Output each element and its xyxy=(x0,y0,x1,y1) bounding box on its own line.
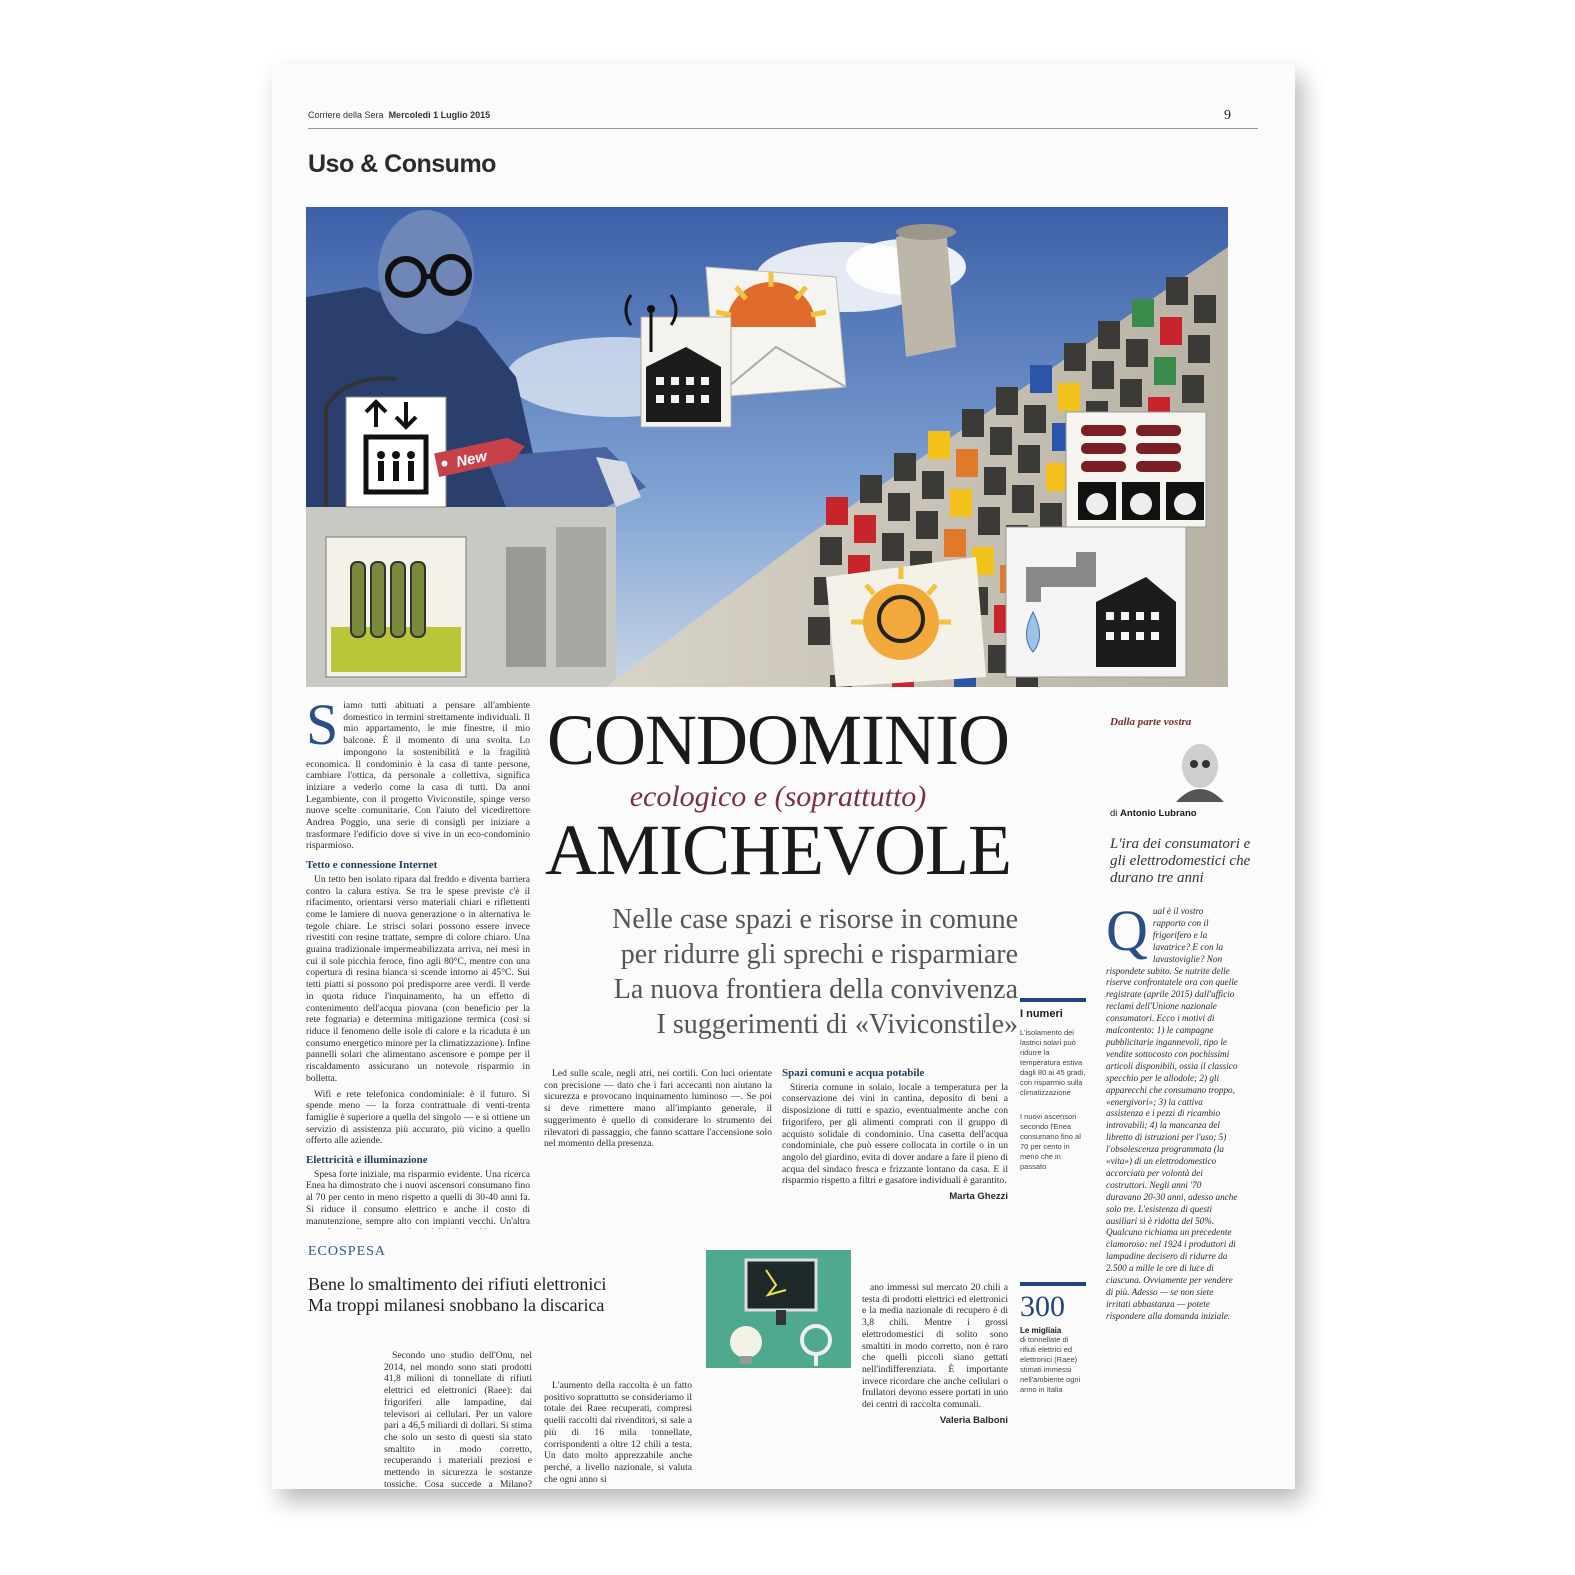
balcony-cell xyxy=(1018,445,1040,473)
numbers-rule xyxy=(1020,998,1086,1002)
balcony-cell xyxy=(922,471,944,499)
common-spaces-column xyxy=(782,1068,1008,1203)
ecospesa-text-3: ano immessi sul mercato 20 chili a testa di prodotti elettrici ed elettronici e la media nazionale di recupero è di 3,8 chili. Mentre i grossi elettrodomestici di solito sono smaltiti in modo corretto, non è raro che quelli piccoli siano gettati nell'indifferenziata. È importante invece ricordare che anche cellulari o frullatori devono essere portati in uno dei centri di raccolta comunali. xyxy=(862,1282,1008,1411)
balcony-cell xyxy=(882,533,904,561)
balcony-cell xyxy=(1024,405,1046,433)
balcony-cell xyxy=(860,475,882,503)
roof-text: Un tetto ben isolato ripara dal freddo e diventa barriera contro la calura estiva. Se tra le spese previste c'è il rifacimento, orientarsi verso materiali chiari e riflettenti come le lamiere di nuova generazione o in alternativa le tegole chiare. Le strisci solari possono essere invece rivestiti con resine trattate, sempre di colore chiaro. Una guaina tradizionale impermeabilizzata arriva, nei mesi in cui il sole picchia feroce, fino agli 80°C, mentre con una copertura di resina bianca si scende intorno ai 45°C. Sui tetti piatti si possono poi predisporre aree verdi. Il verde in quota riduce l'inquinamento, ha un effetto di contenimento dell'acqua piovana (con beneficio per la rete fognaria) e determina mitigazione termica (così si riduce il fenomeno delle isole di calore e la ricaduta è un consumo energetico minore per la climatizzazione). Infine pannelli solari che alimentano ascensore e pompe per il riscaldamento assicurano un notevole risparmio in bolletta. xyxy=(306,873,530,1084)
numbers-item-1: L'isolamento dei lastrici solari può ridurre la temperatura estiva dagli 80 ai 45 gradi, con risparmio sulla climatizzazione xyxy=(1020,1028,1086,1097)
balcony-cell xyxy=(1058,383,1080,411)
ewaste-illustration xyxy=(706,1250,851,1368)
deck-line-4: I suggerimenti di «Viviconstile» xyxy=(656,1009,1018,1040)
balcony-cell xyxy=(820,537,842,565)
balcony-cell xyxy=(956,449,978,477)
radiator-icon xyxy=(326,537,466,677)
deck-line-2: per ridurre gli sprechi e risparmiare xyxy=(620,939,1018,970)
newspaper-page xyxy=(272,64,1295,1489)
ecospesa-stat xyxy=(1020,1282,1086,1395)
subhead-roof: Tetto e connessione Internet xyxy=(306,859,438,872)
intro-column xyxy=(306,692,530,1233)
balcony-cell xyxy=(1194,295,1216,323)
balcony-cell xyxy=(1182,375,1204,403)
balcony-cell xyxy=(888,493,910,521)
ecospesa-title-2: Ma troppi milanesi snobbano la discarica xyxy=(308,1295,605,1315)
balcony-cell xyxy=(826,497,848,525)
deck-line-3: La nuova frontiera della convivenza xyxy=(613,974,1018,1005)
balcony-cell xyxy=(1126,339,1148,367)
page-number: 9 xyxy=(1224,108,1231,123)
column-text: ual è il vostro rapporto con il frigorifero e la lavatrice? E con la lavastoviglie? Non rispondete subito. Se nutrite delle riserve confrontatele ora con quelle registrate (aprile 2015) dall'ufficio reclami dell'Unione nazionale consumatori. Ecco i motivi di malcontento: 1) le campagne pubblicitarie ingannevoli, tipo le vendite sottocosto con pochissimi articoli disponibili, ossia il classico specchio per le allodole; 2) gli apparecchi che consumano troppo, «energivori»; 3) la cattiva assistenza e i pezzi di ricambio introvabili; 4) la mancanza del libretto di istruzioni per l'uso; 5) l'obsolescenza programmata (la «vita») di un elettrodomestico accorciata per volontà dei costruttori. Negli anni '70 duravano 20-30 anni, adesso anche solo tre. L'esistenza di questi ausiliari si è ridotta del 50%. Qualcuno richiama un precedente clamoroso: nel 1924 i produttori di lampadine decisero di ridurre da 2.500 a mille le ore di luce di ciascuna. Ovviamente per vendere di più. Adesso — se non siete irritati abbastanza — potete rispondere alla domanda iniziale. xyxy=(1106,906,1238,1321)
elevator-icon xyxy=(346,397,446,507)
column-byline xyxy=(1110,808,1197,819)
collage-svg xyxy=(306,207,1228,687)
balcony-cell xyxy=(1160,317,1182,345)
author-portrait xyxy=(1172,740,1226,802)
headline-line1: CONDOMINIO xyxy=(547,700,1009,780)
balcony-cell xyxy=(984,467,1006,495)
balcony-cell xyxy=(854,515,876,543)
stat-rule xyxy=(1020,1282,1086,1286)
balcony-cell xyxy=(1012,485,1034,513)
balcony-cell xyxy=(1030,365,1052,393)
balcony-cell xyxy=(928,431,950,459)
headline-line2: ecologico e (soprattutto) xyxy=(629,780,927,813)
headline-line3: AMICHEVOLE xyxy=(545,810,1011,890)
deck-line-1: Nelle case spazi e risorse in comune xyxy=(612,904,1018,935)
balcony-cell xyxy=(1132,299,1154,327)
led-text: Led sulle scale, negli atri, nei cortili. Con luci orientate con precisione — dato che i fari accecanti non aiutano la sicurezza e provocano inquinamento luminoso —. Se poi si deve rimettere mano all'impianto generale, il suggerimento è quello di considerare lo strumento dei rilevatori di passaggio, che fanno scattare l'accensione solo nel momento della presenza. xyxy=(544,1068,772,1150)
subhead-electricity: Elettricità e illuminazione xyxy=(306,1154,428,1167)
section-title: Uso & Consumo xyxy=(308,150,496,178)
wine-washer-icon xyxy=(1066,412,1206,527)
balcony-cell xyxy=(1046,463,1068,491)
balcony-cell xyxy=(808,617,830,645)
balcony-cell xyxy=(990,427,1012,455)
ecospesa-text-2: L'aumento della raccolta è un fatto positivo soprattutto se consideriamo il totale dei Raee recuperati, compresi quelli raccolti dai rivenditori, si sale a più di 16 mila tonnellate, corrispondenti a oltre 12 chili a testa. Un dato molto apprezzabile anche perché, a livello nazionale, si valuta che ogni anno si xyxy=(544,1380,692,1485)
stat-text: di tonnellate di rifiuti elettrici ed elettronici (Raee) stimati immessi nell'ambiente ogni anno in Italia xyxy=(1020,1335,1081,1394)
column-dropcap: Q xyxy=(1106,898,1148,963)
intro-text: iamo tutti abituati a pensare all'ambiente domestico in termini strettamente individuali. Il mio appartamento, le mie finestre, il mio balcone. È il momento di una svolta. Lo impongono la sostenibilità e la fragilità economica. Il condominio è la casa di tante persone, cambiare l'ottica, da personale a collettiva, significa iniziare a vederlo come la casa di tutti. Da anni Legambiente, con il progetto Viviconstile, spinge verso nuove scelte comunitarie. Con l'aiuto del vicedirettore Andrea Poggio, una serie di consigli per iniziare a trasformare l'edificio dove si vive in un eco-condominio risparmioso. xyxy=(306,700,530,852)
balcony-cell xyxy=(944,529,966,557)
byline-name: Antonio Lubrano xyxy=(1120,808,1197,819)
masthead xyxy=(308,110,490,120)
numbers-box xyxy=(1020,998,1086,1172)
balcony-cell xyxy=(894,453,916,481)
ecospesa-col-3 xyxy=(862,1282,1008,1426)
balcony-cell xyxy=(1154,357,1176,385)
common-spaces-text: Stireria comune in solaio, locale a temperatura per la conservazione dei vini in cantina, deposito di beni a disposizione di tutti e spazio, eventualmente anche con frigorifero, per gli alimenti comprati con il gruppo di acquisto solidale di condominio. Una casetta dell'acqua condominiale, che può essere collocata in cortile o in un angolo del giardino, evita di dover andare a fare il pieno di acqua del sindaco fresca e frizzante lontano da casa. E il risparmio rispetto a filtri e gasatore individuali è garantito. xyxy=(782,1081,1008,1187)
column-body xyxy=(1106,898,1238,1323)
new-tag-label: New xyxy=(454,447,489,471)
top-rule xyxy=(308,128,1258,129)
ecospesa-title-1: Bene lo smaltimento dei rifiuti elettronici xyxy=(308,1274,607,1294)
balcony-cell xyxy=(916,511,938,539)
column-title: L'ira dei consumatori e gli elettrodomestici che durano tre anni xyxy=(1110,836,1251,886)
ecospesa-col-2 xyxy=(544,1380,692,1490)
balcony-cell xyxy=(1064,343,1086,371)
balcony-cell xyxy=(1188,335,1210,363)
balcony-cell xyxy=(962,409,984,437)
numbers-item-2: I nuovi ascensori secondo l'Enea consumano fino al 70 per cento in meno che in passato xyxy=(1020,1112,1081,1171)
ecospesa-title xyxy=(308,1274,708,1316)
wifi-text: Wifi e rete telefonica condominiale: è il futuro. Si spende meno — la forza contrattuale di venti-trenta famiglie è superiore a quella del singolo — e si ottiene un servizio di assistenza più accurato, più vicino a quello offerto alle aziende. xyxy=(306,1088,530,1147)
balcony-cell xyxy=(978,507,1000,535)
ecospesa-label: ECOSPESA xyxy=(308,1244,387,1259)
numbers-heading: I numeri xyxy=(1020,1008,1063,1020)
water-tap-icon xyxy=(1006,527,1186,677)
author-balboni: Valeria Balboni xyxy=(939,1414,1008,1426)
subhead-common-spaces: Spazi comuni e acqua potabile xyxy=(782,1067,925,1079)
balcony-cell xyxy=(1092,361,1114,389)
middle-column xyxy=(544,1068,772,1218)
author-ghezzi: Marta Ghezzi xyxy=(949,1191,1008,1203)
ecospesa-col-1 xyxy=(384,1350,532,1490)
hero-illustration xyxy=(306,207,1228,687)
standfirst xyxy=(538,902,1018,1042)
intro-dropcap: S xyxy=(306,692,339,757)
ecospesa-text-1: Secondo uno studio dell'Onu, nel 2014, nel mondo sono stati prodotti 41,8 milioni di tonnellate di rifiuti elettrici ed elettronici (Raee): dai frigoriferi alle lampadine, dai televisori ai cellulari. Per un valore pari a 46,5 miliardi di dollari. Si stima che solo un sesto di questi sia stato smaltito in modo corretto, recuperando i materiali preziosi e mettendo in sicurezza le sostanze tossiche. Cosa succede a Milano? xyxy=(384,1350,532,1490)
paper-name: Corriere della Sera xyxy=(308,110,384,120)
balcony-cell xyxy=(1098,321,1120,349)
balcony-cell xyxy=(950,489,972,517)
column-kicker: Dalla parte vostra xyxy=(1110,716,1192,728)
balcony-cell xyxy=(1166,277,1188,305)
balcony-cell xyxy=(996,387,1018,415)
stat-label: Le migliaia xyxy=(1020,1326,1062,1335)
stat-value: 300 xyxy=(1020,1290,1065,1323)
lightbulb-sun-icon xyxy=(826,557,986,687)
balcony-cell xyxy=(1120,379,1142,407)
electricity-text: Spesa forte iniziale, ma risparmio evidente. Una ricerca Enea ha dimostrato che i nuovi ascensori consumano fino al 70 per cento in meno rispetto a quelli di 30-40 anni fa. Si riduce il consumo elettrico e anche il costo di manutenzione, sempre alto con impianti vecchi. Un'altra xyxy=(306,1168,530,1227)
byline-prefix: di xyxy=(1110,808,1118,819)
issue-date: Mercoledì 1 Luglio 2015 xyxy=(388,110,491,120)
